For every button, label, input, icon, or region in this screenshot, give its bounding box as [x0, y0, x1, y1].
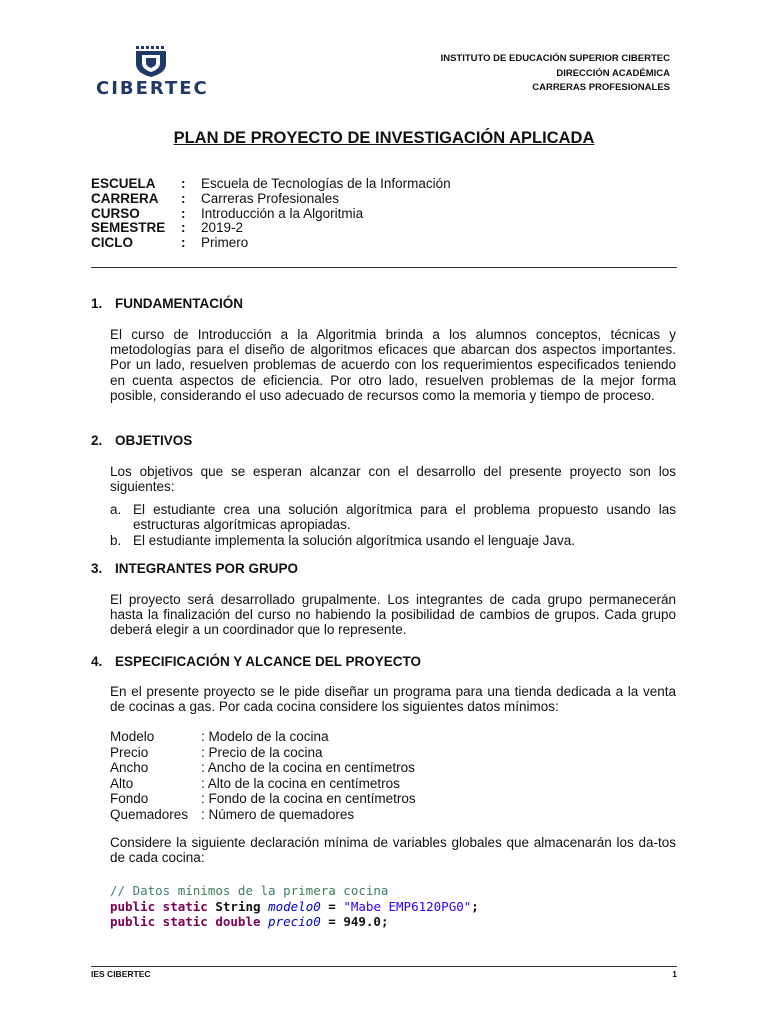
code-number: 949.0 — [343, 914, 381, 930]
section-heading-fundamentacion — [91, 296, 243, 311]
code-type: String — [215, 898, 261, 914]
info-row-escuela — [91, 177, 451, 192]
field-row — [110, 807, 416, 823]
info-colon: : — [181, 235, 186, 251]
field-name: Ancho — [110, 760, 149, 776]
list-item — [110, 533, 676, 548]
code-comment: // Datos mínimos de la primera cocina — [110, 883, 389, 898]
document-title: PLAN DE PROYECTO DE INVESTIGACIÓN APLICADA — [173, 129, 595, 147]
info-label: CURSO — [91, 205, 140, 221]
section-title: OBJETIVOS — [115, 433, 193, 448]
field-name: Quemadores — [110, 806, 189, 822]
section-paragraph: En el presente proyecto se le pide diseñar un programa para una tienda dedicada a la venta de cocinas a gas. Por cada cocina considere los siguientes datos mínimos: — [110, 684, 676, 715]
field-row — [110, 760, 416, 776]
institution-line: DIRECCIÓN ACADÉMICA — [556, 67, 670, 79]
list-text: El estudiante implementa la solución algorítmica usando el lenguaje Java. — [133, 533, 576, 548]
page-number: 1 — [672, 969, 677, 979]
code-snippet — [110, 883, 479, 930]
field-desc: : Alto de la cocina en centímetros — [201, 775, 400, 791]
field-row — [110, 745, 416, 761]
info-colon: : — [181, 205, 186, 221]
section-heading-especificacion — [91, 654, 421, 669]
field-name: Fondo — [110, 791, 149, 807]
field-name: Alto — [110, 775, 134, 791]
section-heading-objetivos — [91, 433, 192, 448]
section-title: ESPECIFICACIÓN Y ALCANCE DEL PROYECTO — [115, 654, 422, 669]
info-row-carrera — [91, 192, 451, 207]
footer-institution: IES CIBERTEC — [91, 969, 151, 979]
field-desc: : Número de quemadores — [201, 806, 355, 822]
code-line — [110, 883, 479, 899]
info-colon: : — [181, 176, 186, 191]
code-keyword: public static double — [110, 914, 261, 930]
field-desc: : Fondo de la cocina en centímetros — [201, 791, 416, 807]
code-keyword: public static — [110, 898, 208, 914]
info-value: Escuela de Tecnologías de la Información — [201, 176, 451, 191]
field-name: Modelo — [110, 729, 155, 744]
code-operator: = — [328, 898, 336, 914]
info-value: Carreras Profesionales — [201, 190, 340, 206]
footer-divider — [91, 966, 677, 967]
field-row — [110, 776, 416, 792]
info-label: SEMESTRE — [91, 220, 166, 236]
section-paragraph: El curso de Introducción a la Algoritmia brinda a los alumnos conceptos, técnicas y metodologías para el diseño de algoritmos eficaces que abarcan dos aspectos importantes. Por un lado, resuelven problemas de acuerdo con los requerimientos especificados teniendo en cuenta aspectos de eficiencia. Por otro lado, resuelven problemas de la mejor forma posible, considerando el uso adecuado de recursos como la memoria y tiempo de proceso. — [110, 327, 676, 403]
code-terminator: ; — [380, 914, 389, 930]
list-text: El estudiante crea una solución algorítmica para el problema propuesto usando las estructuras algorítmicas apropiadas. — [133, 502, 676, 533]
field-name: Precio — [110, 744, 149, 760]
info-value: Introducción a la Algoritmia — [201, 205, 364, 221]
info-label: CARRERA — [91, 190, 159, 206]
divider — [91, 267, 677, 268]
field-row — [110, 791, 416, 807]
list-marker: a. — [110, 502, 122, 517]
info-label: ESCUELA — [91, 176, 156, 191]
section-title: FUNDAMENTACIÓN — [115, 296, 243, 311]
code-string: "Mabe EMP6120PG0" — [343, 898, 472, 914]
info-row-ciclo — [91, 236, 451, 251]
code-line — [110, 899, 479, 915]
institution-line: INSTITUTO DE EDUCACIÓN SUPERIOR CIBERTEC — [440, 53, 670, 64]
field-desc: : Precio de la cocina — [201, 744, 323, 760]
info-colon: : — [181, 190, 186, 206]
field-desc: : Ancho de la cocina en centímetros — [201, 760, 415, 776]
section-number: 4. — [91, 654, 103, 669]
shield-crest-icon — [96, 42, 206, 78]
data-fields-list — [110, 729, 416, 823]
section-paragraph: El proyecto será desarrollado grupalmente. Los integrantes de cada grupo permanecerán hasta la finalización del curso no habiendo la posibilidad de cambios de grupos. Cada grupo deberá elegir a un coordinador que lo represente. — [110, 592, 676, 638]
logo-wordmark: CIBERTEC — [96, 78, 209, 99]
list-marker: b. — [110, 533, 122, 548]
info-colon: : — [181, 220, 186, 236]
info-row-semestre — [91, 221, 451, 236]
section-number: 1. — [91, 296, 103, 311]
code-line — [110, 914, 479, 930]
course-info — [91, 177, 451, 251]
list-item — [110, 502, 676, 532]
info-label: CICLO — [91, 235, 133, 251]
section-paragraph: Considere la siguiente declaración mínima de variables globales que almacenarán los da-tos de cada cocina: — [110, 835, 676, 866]
field-row — [110, 729, 416, 745]
info-row-curso — [91, 207, 451, 222]
info-value: 2019-2 — [201, 220, 244, 236]
section-number: 2. — [91, 433, 103, 448]
institution-header — [441, 52, 670, 96]
section-title: INTEGRANTES POR GRUPO — [115, 561, 299, 576]
cibertec-logo — [96, 42, 209, 100]
section-paragraph: Los objetivos que se esperan alcanzar con el desarrollo del presente proyecto son los siguientes: — [110, 464, 676, 495]
info-value: Primero — [201, 235, 249, 251]
institution-line: CARRERAS PROFESIONALES — [532, 82, 670, 93]
code-terminator: ; — [471, 898, 479, 914]
section-heading-integrantes — [91, 561, 298, 576]
section-number: 3. — [91, 561, 103, 576]
code-operator: = — [328, 914, 336, 930]
field-desc: : Modelo de la cocina — [201, 729, 329, 744]
code-variable: modelo0 — [268, 898, 321, 914]
code-variable: precio0 — [268, 914, 321, 930]
